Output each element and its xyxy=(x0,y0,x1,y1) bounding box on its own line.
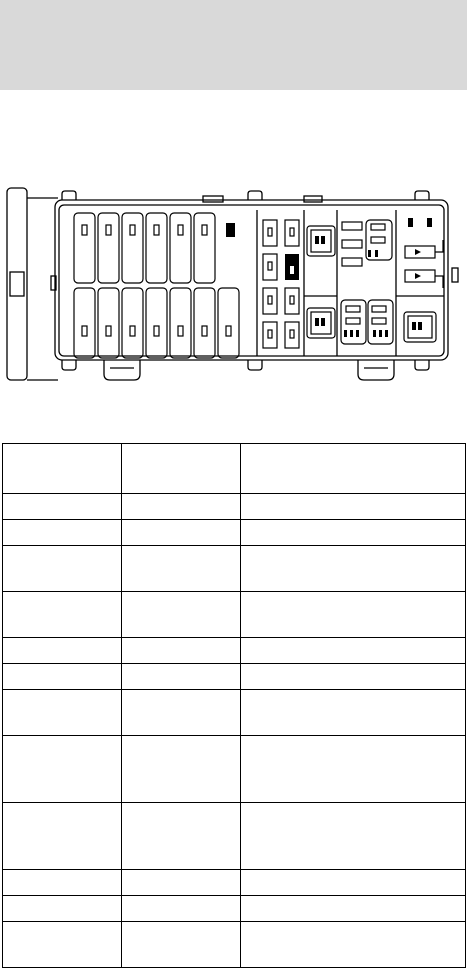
table-cell xyxy=(122,922,241,968)
cartridge-fuses xyxy=(263,220,299,348)
table-row xyxy=(3,922,466,968)
table-row xyxy=(3,803,466,870)
maxi-fuses-lower xyxy=(74,288,239,358)
table-cell xyxy=(241,664,466,690)
table-cell xyxy=(241,922,466,968)
table-cell xyxy=(241,690,466,736)
header-cell xyxy=(122,444,241,494)
table-cell xyxy=(122,638,241,664)
table-cell xyxy=(122,592,241,638)
header-cell xyxy=(3,444,122,494)
table-row xyxy=(3,664,466,690)
table-cell xyxy=(122,664,241,690)
fuse-box-diagram xyxy=(0,180,467,390)
fuse-table xyxy=(2,443,466,968)
table-cell xyxy=(3,664,122,690)
table-cell xyxy=(3,592,122,638)
table-cell xyxy=(122,896,241,922)
table-cell xyxy=(241,592,466,638)
table-row xyxy=(3,546,466,592)
table-cell xyxy=(3,870,122,896)
table-cell xyxy=(241,803,466,870)
empty-cavity-marker xyxy=(226,223,235,237)
table-cell xyxy=(3,690,122,736)
table-cell xyxy=(3,494,122,520)
table-row xyxy=(3,896,466,922)
table-row xyxy=(3,494,466,520)
table-row xyxy=(3,870,466,896)
table-cell xyxy=(3,546,122,592)
table-cell xyxy=(241,870,466,896)
header-cell xyxy=(241,444,466,494)
table-cell xyxy=(241,736,466,803)
table-cell xyxy=(122,870,241,896)
relay-terminals xyxy=(315,218,432,337)
table-cell xyxy=(122,690,241,736)
table-cell xyxy=(122,520,241,546)
relays xyxy=(307,220,443,344)
table-cell xyxy=(3,736,122,803)
table-cell xyxy=(241,638,466,664)
table-row xyxy=(3,690,466,736)
table-cell xyxy=(3,922,122,968)
table-cell xyxy=(3,896,122,922)
table-header-row xyxy=(3,444,466,494)
table-cell xyxy=(241,520,466,546)
table-cell xyxy=(3,520,122,546)
table-cell xyxy=(122,736,241,803)
table-cell xyxy=(122,494,241,520)
table-row xyxy=(3,520,466,546)
table-cell xyxy=(122,546,241,592)
table-cell xyxy=(241,546,466,592)
table-row xyxy=(3,736,466,803)
header-band xyxy=(0,0,467,90)
housing-outer xyxy=(55,200,448,360)
table-cell xyxy=(122,803,241,870)
table-cell xyxy=(3,638,122,664)
table-cell xyxy=(241,896,466,922)
table-row xyxy=(3,638,466,664)
table-cell xyxy=(3,803,122,870)
maxi-fuses-upper xyxy=(74,213,215,283)
table-row xyxy=(3,592,466,638)
table-cell xyxy=(241,494,466,520)
cover-latch xyxy=(10,272,24,296)
